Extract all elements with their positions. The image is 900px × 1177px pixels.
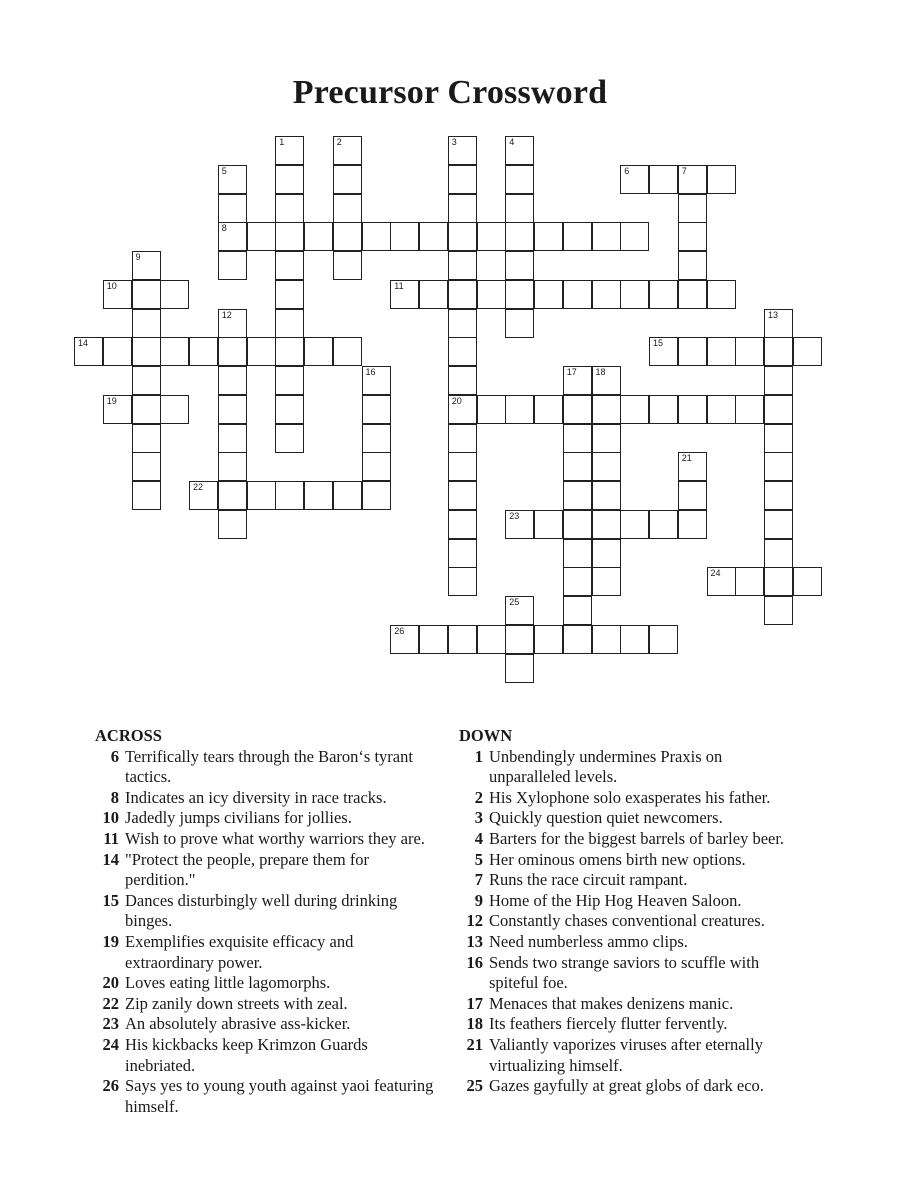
grid-cell[interactable] <box>592 222 621 251</box>
grid-cell[interactable] <box>132 280 161 309</box>
grid-cell[interactable] <box>707 567 736 596</box>
clue-text: Jadedly jumps civilians for jollies. <box>125 808 352 828</box>
grid-cell[interactable] <box>563 395 592 424</box>
grid-cell[interactable] <box>448 452 477 481</box>
clue-number: 6 <box>110 746 119 766</box>
clue-text: His kickbacks keep Krimzon Guards inebriated. <box>125 1034 368 1075</box>
clue-number: 4 <box>474 828 483 848</box>
cell-number: 4 <box>509 137 515 147</box>
grid-cell[interactable] <box>477 280 506 309</box>
down-clue-16 <box>459 953 804 994</box>
grid-cell[interactable] <box>304 222 333 251</box>
cell-number: 18 <box>595 367 606 377</box>
grid-cell[interactable] <box>563 596 592 625</box>
across-clue-15 <box>95 891 435 932</box>
grid-cell[interactable] <box>448 136 477 165</box>
grid-cell[interactable] <box>218 309 247 338</box>
clue-number: 13 <box>466 931 483 951</box>
cell-number: 15 <box>653 338 664 349</box>
grid-cell[interactable] <box>649 337 678 366</box>
grid-cell[interactable] <box>448 222 477 251</box>
clue-number: 1 <box>474 746 483 766</box>
grid-cell[interactable] <box>132 366 161 395</box>
grid-cell[interactable] <box>592 452 621 481</box>
grid-cell[interactable] <box>362 424 391 453</box>
grid-cell[interactable] <box>678 280 707 309</box>
grid-cell[interactable] <box>563 452 592 481</box>
grid-cell[interactable] <box>592 481 621 510</box>
grid-cell[interactable] <box>764 424 793 453</box>
grid-cell[interactable] <box>448 366 477 395</box>
clue-number: 15 <box>102 890 119 910</box>
grid-cell[interactable] <box>563 539 592 568</box>
down-list <box>459 747 804 1097</box>
grid-cell[interactable] <box>649 165 678 194</box>
down-clue-18 <box>459 1014 804 1035</box>
grid-cell[interactable] <box>563 280 592 309</box>
grid-cell[interactable] <box>448 280 477 309</box>
grid-cell[interactable] <box>592 395 621 424</box>
across-clue-6 <box>95 747 435 788</box>
grid-cell[interactable] <box>132 309 161 338</box>
grid-cell[interactable] <box>275 136 304 165</box>
grid-cell[interactable] <box>735 395 764 424</box>
grid-cell[interactable] <box>505 194 534 223</box>
grid-cell[interactable] <box>333 165 362 194</box>
across-clue-14 <box>95 850 435 891</box>
grid-cell[interactable] <box>563 424 592 453</box>
grid-cell[interactable] <box>132 481 161 510</box>
across-list <box>95 747 435 1118</box>
grid-cell[interactable] <box>448 424 477 453</box>
clue-number: 14 <box>102 849 119 869</box>
grid-cell[interactable] <box>132 251 161 280</box>
cell-number: 22 <box>193 482 204 492</box>
grid-cell[interactable] <box>505 165 534 194</box>
grid-cell[interactable] <box>764 395 793 424</box>
clue-text: An absolutely abrasive ass-kicker. <box>125 1014 351 1034</box>
grid-cell[interactable] <box>333 251 362 280</box>
grid-cell[interactable] <box>505 309 534 338</box>
grid-cell[interactable] <box>218 222 247 251</box>
grid-cell[interactable] <box>620 280 649 309</box>
grid-cell[interactable] <box>333 222 362 251</box>
grid-cell[interactable] <box>448 251 477 280</box>
clue-number: 2 <box>474 787 483 807</box>
grid-cell[interactable] <box>218 366 247 395</box>
grid-cell[interactable] <box>764 567 793 596</box>
grid-cell[interactable] <box>505 625 534 654</box>
across-clue-24 <box>95 1035 435 1076</box>
down-clue-21 <box>459 1035 804 1076</box>
grid-cell[interactable] <box>160 280 189 309</box>
down-clue-17 <box>459 994 804 1015</box>
down-clue-5 <box>459 850 804 871</box>
grid-cell[interactable] <box>275 424 304 453</box>
page-title: Precursor Crossword <box>292 74 608 111</box>
clue-number: 5 <box>474 849 483 869</box>
grid-cell[interactable] <box>304 481 333 510</box>
grid-cell[interactable] <box>275 194 304 223</box>
grid-cell[interactable] <box>218 424 247 453</box>
grid-cell[interactable] <box>505 654 534 683</box>
grid-cell[interactable] <box>620 222 649 251</box>
grid-cell[interactable] <box>74 337 103 366</box>
grid-cell[interactable] <box>333 136 362 165</box>
grid-cell[interactable] <box>534 625 563 654</box>
grid-cell[interactable] <box>563 222 592 251</box>
clue-text: Dances disturbingly well during drinking binges. <box>125 890 398 931</box>
grid-cell[interactable] <box>505 280 534 309</box>
grid-cell[interactable] <box>764 481 793 510</box>
down-clue-3 <box>459 808 804 829</box>
grid-cell[interactable] <box>419 222 448 251</box>
cell-number: 3 <box>451 137 457 147</box>
grid-cell[interactable] <box>247 481 276 510</box>
grid-cell[interactable] <box>448 481 477 510</box>
down-clue-25 <box>459 1076 804 1097</box>
clue-text: Says yes to young youth against yaoi featuring himself. <box>125 1076 434 1116</box>
across-clues <box>95 726 435 1117</box>
grid-cell[interactable] <box>678 337 707 366</box>
grid-cell[interactable] <box>103 395 132 424</box>
down-clues <box>459 726 804 1097</box>
grid-cell[interactable] <box>678 395 707 424</box>
clue-text: Home of the Hip Hog Heaven Saloon. <box>489 890 742 910</box>
grid-cell[interactable] <box>649 625 678 654</box>
grid-cell[interactable] <box>563 510 592 539</box>
clue-text: Wish to prove what worthy warriors they are. <box>125 828 425 848</box>
across-clue-22 <box>95 994 435 1015</box>
clue-number: 17 <box>466 993 483 1013</box>
clue-number: 10 <box>102 808 119 828</box>
grid-cell[interactable] <box>649 395 678 424</box>
grid-cell[interactable] <box>735 567 764 596</box>
grid-cell[interactable] <box>448 510 477 539</box>
cell-number: 25 <box>509 597 520 607</box>
grid-cell[interactable] <box>275 366 304 395</box>
grid-cell[interactable] <box>505 222 534 251</box>
grid-cell[interactable] <box>563 625 592 654</box>
grid-cell[interactable] <box>707 337 736 366</box>
grid-cell[interactable] <box>764 337 793 366</box>
grid-cell[interactable] <box>362 481 391 510</box>
clue-text: Runs the race circuit rampant. <box>489 870 688 890</box>
across-clue-10 <box>95 808 435 829</box>
cell-number: 17 <box>566 367 577 377</box>
grid-cell[interactable] <box>103 280 132 309</box>
across-clue-11 <box>95 829 435 850</box>
clue-text: Exemplifies exquisite efficacy and extraordinary power. <box>125 931 354 972</box>
cell-number: 20 <box>451 395 462 406</box>
grid-cell[interactable] <box>505 136 534 165</box>
down-clue-2 <box>459 788 804 809</box>
cell-number: 1 <box>279 137 285 147</box>
grid-cell[interactable] <box>592 539 621 568</box>
grid-cell[interactable] <box>132 424 161 453</box>
grid-cell[interactable] <box>592 567 621 596</box>
cell-number: 12 <box>221 309 232 320</box>
grid-cell[interactable] <box>132 337 161 366</box>
grid-cell[interactable] <box>764 510 793 539</box>
grid-cell[interactable] <box>218 395 247 424</box>
cell-number: 24 <box>710 568 721 579</box>
grid-cell[interactable] <box>189 481 218 510</box>
clue-number: 23 <box>102 1014 119 1034</box>
clue-number: 24 <box>102 1034 119 1054</box>
grid-cell[interactable] <box>505 510 534 539</box>
grid-cell[interactable] <box>333 194 362 223</box>
grid-cell[interactable] <box>390 625 419 654</box>
clue-number: 16 <box>466 952 483 972</box>
grid-cell[interactable] <box>218 337 247 366</box>
grid-cell[interactable] <box>160 337 189 366</box>
clue-number: 22 <box>102 993 119 1013</box>
grid-cell[interactable] <box>448 395 477 424</box>
clue-text: Zip zanily down streets with zeal. <box>125 993 348 1013</box>
grid-cell[interactable] <box>275 395 304 424</box>
clue-number: 21 <box>466 1034 483 1054</box>
grid-cell[interactable] <box>103 337 132 366</box>
grid-cell[interactable] <box>448 567 477 596</box>
down-clue-7 <box>459 870 804 891</box>
grid-cell[interactable] <box>448 625 477 654</box>
grid-cell[interactable] <box>678 165 707 194</box>
clue-number: 9 <box>474 890 483 910</box>
grid-cell[interactable] <box>649 510 678 539</box>
clue-number: 26 <box>102 1076 119 1096</box>
grid-cell[interactable] <box>275 222 304 251</box>
grid-cell[interactable] <box>477 222 506 251</box>
across-heading: ACROSS <box>95 726 162 745</box>
grid-cell[interactable] <box>419 625 448 654</box>
grid-cell[interactable] <box>275 280 304 309</box>
grid-cell[interactable] <box>620 165 649 194</box>
grid-cell[interactable] <box>160 395 189 424</box>
down-clue-4 <box>459 829 804 850</box>
clue-text: Sends two strange saviors to scuffle with spiteful foe. <box>489 952 760 993</box>
down-clue-13 <box>459 932 804 953</box>
cell-number: 2 <box>336 137 342 147</box>
grid-cell[interactable] <box>390 222 419 251</box>
grid-cell[interactable] <box>132 452 161 481</box>
grid-cell[interactable] <box>275 309 304 338</box>
cell-number: 10 <box>106 280 117 291</box>
cell-number: 6 <box>624 165 630 176</box>
grid-cell[interactable] <box>362 452 391 481</box>
clue-text: Constantly chases conventional creatures. <box>489 911 765 931</box>
clue-number: 7 <box>474 870 483 890</box>
clue-text: Terrifically tears through the Baron‘s tyrant tactics. <box>125 746 413 787</box>
grid-cell[interactable] <box>505 596 534 625</box>
grid-cell[interactable] <box>563 481 592 510</box>
grid-cell[interactable] <box>333 337 362 366</box>
grid-cell[interactable] <box>534 222 563 251</box>
clue-number: 8 <box>110 787 119 807</box>
grid-cell[interactable] <box>563 366 592 395</box>
clue-text: Her ominous omens birth new options. <box>489 849 746 869</box>
grid-cell[interactable] <box>333 481 362 510</box>
grid-cell[interactable] <box>390 280 419 309</box>
grid-cell[interactable] <box>764 539 793 568</box>
grid-cell[interactable] <box>505 395 534 424</box>
cell-number: 21 <box>681 453 692 464</box>
grid-cell[interactable] <box>132 395 161 424</box>
clue-number: 25 <box>466 1076 483 1096</box>
grid-cell[interactable] <box>247 222 276 251</box>
grid-cell[interactable] <box>218 510 247 539</box>
grid-cell[interactable] <box>707 165 736 194</box>
cell-number: 14 <box>78 338 89 349</box>
cell-number: 11 <box>394 280 404 291</box>
down-clue-1 <box>459 747 804 788</box>
grid-cell[interactable] <box>678 251 707 280</box>
grid-cell[interactable] <box>448 194 477 223</box>
down-clue-12 <box>459 911 804 932</box>
clue-number: 19 <box>102 931 119 951</box>
grid-cell[interactable] <box>563 567 592 596</box>
grid-cell[interactable] <box>764 309 793 338</box>
grid-cell[interactable] <box>793 567 822 596</box>
grid-cell[interactable] <box>505 251 534 280</box>
clue-text: Loves eating little lagomorphs. <box>125 973 331 993</box>
grid-cell[interactable] <box>678 481 707 510</box>
grid-cell[interactable] <box>735 337 764 366</box>
grid-cell[interactable] <box>620 395 649 424</box>
clue-number: 12 <box>466 911 483 931</box>
grid-cell[interactable] <box>592 625 621 654</box>
grid-cell[interactable] <box>707 280 736 309</box>
cell-number: 19 <box>106 395 117 406</box>
grid-cell[interactable] <box>218 452 247 481</box>
grid-cell[interactable] <box>218 251 247 280</box>
grid-cell[interactable] <box>592 510 621 539</box>
grid-cell[interactable] <box>275 481 304 510</box>
grid-cell[interactable] <box>707 395 736 424</box>
clue-text: Need numberless ammo clips. <box>489 931 688 951</box>
cell-number: 8 <box>221 223 227 234</box>
clue-text: His Xylophone solo exasperates his father. <box>489 787 771 807</box>
grid-cell[interactable] <box>477 395 506 424</box>
grid-cell[interactable] <box>592 424 621 453</box>
grid-cell[interactable] <box>448 165 477 194</box>
clue-number: 3 <box>474 808 483 828</box>
down-heading: DOWN <box>459 726 513 745</box>
grid-cell[interactable] <box>592 280 621 309</box>
grid-cell[interactable] <box>620 625 649 654</box>
clue-text: Menaces that makes denizens manic. <box>489 993 734 1013</box>
clue-text: "Protect the people, prepare them for perdition." <box>125 849 370 890</box>
grid-cell[interactable] <box>448 539 477 568</box>
grid-cell[interactable] <box>362 395 391 424</box>
grid-cell[interactable] <box>304 337 333 366</box>
across-clue-23 <box>95 1014 435 1035</box>
grid-cell[interactable] <box>218 194 247 223</box>
cell-number: 5 <box>221 165 227 176</box>
grid-cell[interactable] <box>534 395 563 424</box>
grid-cell[interactable] <box>678 452 707 481</box>
clue-text: Barters for the biggest barrels of barley beer. <box>489 828 785 848</box>
cell-number: 16 <box>365 367 376 377</box>
grid-cell[interactable] <box>764 452 793 481</box>
grid-cell[interactable] <box>275 251 304 280</box>
clue-number: 20 <box>102 973 119 993</box>
grid-cell[interactable] <box>362 366 391 395</box>
clue-text: Unbendingly undermines Praxis on unparalleled levels. <box>489 746 723 787</box>
grid-cell[interactable] <box>419 280 448 309</box>
cell-number: 9 <box>135 252 141 262</box>
clue-number: 11 <box>103 828 119 848</box>
grid-cell[interactable] <box>477 625 506 654</box>
grid-cell[interactable] <box>764 596 793 625</box>
grid-cell[interactable] <box>592 366 621 395</box>
cell-number: 23 <box>509 510 520 521</box>
grid-cell[interactable] <box>649 280 678 309</box>
grid-cell[interactable] <box>620 510 649 539</box>
cell-number: 26 <box>394 625 405 636</box>
clue-text: Valiantly vaporizes viruses after eternally virtualizing himself. <box>489 1034 763 1075</box>
cell-number: 13 <box>768 309 779 320</box>
grid-cell[interactable] <box>362 222 391 251</box>
down-clue-9 <box>459 891 804 912</box>
clue-text: Gazes gayfully at great globs of dark eco. <box>489 1076 764 1096</box>
grid-cell[interactable] <box>793 337 822 366</box>
clue-text: Its feathers fiercely flutter fervently. <box>489 1014 728 1034</box>
grid-cell[interactable] <box>218 481 247 510</box>
cell-number: 7 <box>681 165 687 176</box>
grid-cell[interactable] <box>275 165 304 194</box>
grid-cell[interactable] <box>189 337 218 366</box>
grid-cell[interactable] <box>764 366 793 395</box>
grid-cell[interactable] <box>275 337 304 366</box>
across-clue-8 <box>95 788 435 809</box>
grid-cell[interactable] <box>448 309 477 338</box>
grid-cell[interactable] <box>534 510 563 539</box>
clue-number: 18 <box>466 1014 483 1034</box>
grid-cell[interactable] <box>448 337 477 366</box>
clue-text: Quickly question quiet newcomers. <box>489 808 723 828</box>
across-clue-26 <box>95 1076 435 1117</box>
grid-cell[interactable] <box>678 222 707 251</box>
clue-text: Indicates an icy diversity in race tracks. <box>125 787 387 807</box>
grid-cell[interactable] <box>534 280 563 309</box>
across-clue-19 <box>95 932 435 973</box>
grid-cell[interactable] <box>218 165 247 194</box>
grid-cell[interactable] <box>678 510 707 539</box>
grid-cell[interactable] <box>247 337 276 366</box>
across-clue-20 <box>95 973 435 994</box>
grid-cell[interactable] <box>678 194 707 223</box>
